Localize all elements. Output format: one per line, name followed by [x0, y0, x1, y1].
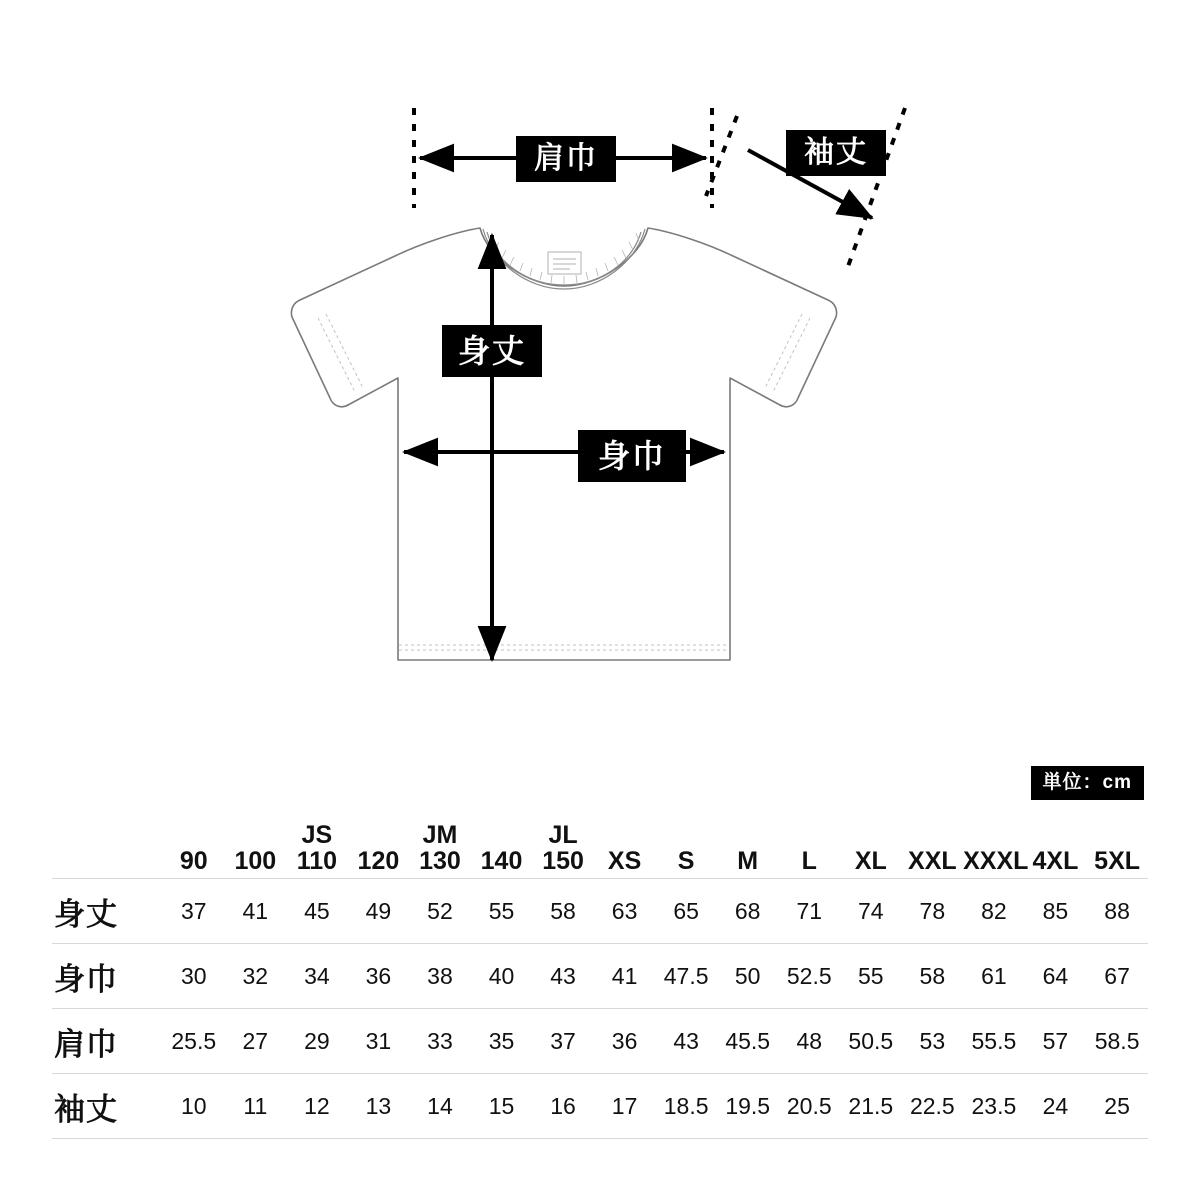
size-label: XXXL: [963, 846, 1029, 875]
measurement-row-label: 身丈: [54, 896, 118, 932]
measurement-value: 24: [1042, 1092, 1069, 1119]
size-label: L: [801, 846, 817, 875]
size-label: 120: [357, 846, 400, 875]
size-group-label: JS: [301, 820, 333, 849]
measurement-value: 47.5: [663, 962, 709, 989]
measurement-value: 41: [242, 897, 269, 924]
measurement-value: 32: [242, 962, 269, 989]
size-column-header: [1086, 812, 1148, 879]
measurement-value: 58: [919, 962, 946, 989]
size-label: 150: [542, 846, 584, 875]
measurement-value: 67: [1104, 962, 1130, 989]
label-body-width: 身巾: [578, 430, 686, 482]
size-column-header: [1025, 812, 1087, 879]
measurement-value: 22.5: [909, 1092, 955, 1119]
measurement-row-label: 袖丈: [54, 1091, 118, 1127]
measurement-value: 21.5: [848, 1092, 894, 1119]
measurement-row-label: 身巾: [54, 961, 118, 997]
measurement-value: 40: [488, 962, 515, 989]
measurement-value: 17: [611, 1092, 638, 1119]
size-label: XS: [607, 846, 642, 875]
size-table-corner-cell: [52, 812, 163, 879]
measurement-value: 27: [242, 1027, 269, 1054]
size-column-header: [286, 812, 348, 879]
size-column-header: [532, 812, 594, 879]
tshirt-outline: [291, 228, 836, 660]
measurement-value: 43: [550, 962, 576, 989]
table-row: [52, 879, 1148, 944]
table-row: [52, 1009, 1148, 1074]
measurement-value: 88: [1104, 897, 1130, 924]
measurement-value: 41: [611, 962, 638, 989]
size-column-header: [902, 812, 964, 879]
size-label: 110: [296, 846, 338, 875]
label-shoulder-width: 肩巾: [516, 136, 616, 182]
size-label: 100: [234, 846, 277, 875]
table-row: [52, 1074, 1148, 1139]
measurement-value: 30: [180, 962, 207, 989]
measurement-value: 10: [180, 1092, 207, 1119]
size-column-header: [655, 812, 717, 879]
measurement-value: 52.5: [786, 962, 832, 989]
measurement-value: 19.5: [725, 1092, 771, 1119]
measurement-value: 85: [1042, 897, 1069, 924]
size-group-label: JL: [548, 820, 578, 849]
size-column-header: [963, 812, 1029, 879]
measurement-value: 45: [304, 897, 330, 924]
measurement-value: 55: [857, 962, 884, 989]
size-column-header: [717, 812, 779, 879]
size-table: [52, 812, 1148, 1139]
label-body-length: 身丈: [442, 325, 542, 377]
measurement-value: 63: [611, 897, 638, 924]
neck-label: [548, 252, 581, 274]
measurement-value: 13: [365, 1092, 392, 1119]
measurement-value: 11: [243, 1092, 268, 1119]
size-label: 130: [419, 846, 461, 875]
measurement-value: 37: [180, 897, 207, 924]
measurement-value: 25: [1104, 1092, 1130, 1119]
measurement-value: 12: [304, 1092, 330, 1119]
size-label: XL: [854, 846, 887, 875]
measurement-row-label: 肩巾: [54, 1026, 118, 1062]
size-label: S: [677, 846, 695, 875]
measurement-value: 68: [734, 897, 761, 924]
measurement-value: 65: [673, 897, 699, 924]
size-label: M: [737, 846, 759, 875]
measurement-value: 55: [488, 897, 515, 924]
measurement-value: 35: [488, 1027, 515, 1054]
measurement-value: 74: [857, 897, 884, 924]
measurement-value: 15: [488, 1092, 515, 1119]
size-column-header: [840, 812, 902, 879]
size-table-body: [52, 879, 1148, 1139]
unit-badge: 単位：cm: [1031, 766, 1144, 800]
measurement-value: 14: [427, 1092, 453, 1119]
measurement-value: 53: [919, 1027, 946, 1054]
measurement-value: 50.5: [848, 1027, 894, 1054]
size-table-head: [52, 812, 1148, 879]
size-label: XXL: [908, 846, 957, 875]
measurement-value: 64: [1042, 962, 1069, 989]
measurement-value: 38: [427, 962, 453, 989]
size-column-header: [163, 812, 225, 879]
measurement-value: 43: [673, 1027, 699, 1054]
measurement-value: 33: [427, 1027, 453, 1054]
measurement-value: 52: [427, 897, 453, 924]
measurement-value: 55.5: [971, 1027, 1017, 1054]
size-label: 90: [179, 846, 208, 875]
size-group-label: JM: [422, 820, 458, 849]
measurement-value: 20.5: [786, 1092, 832, 1119]
size-label: 140: [480, 846, 523, 875]
size-column-header: [471, 812, 533, 879]
measurement-value: 58: [550, 897, 576, 924]
measurement-value: 45.5: [725, 1027, 771, 1054]
table-row: [52, 944, 1148, 1009]
size-column-header: [348, 812, 410, 879]
measurement-value: 78: [919, 897, 946, 924]
measurement-value: 82: [981, 897, 1007, 924]
measurement-value: 37: [550, 1027, 576, 1054]
measurement-value: 23.5: [971, 1092, 1017, 1119]
measurement-value: 25.5: [171, 1027, 217, 1054]
measurement-value: 36: [365, 962, 392, 989]
size-table-header-row: [52, 812, 1148, 879]
measurement-value: 36: [611, 1027, 638, 1054]
measurement-value: 71: [796, 897, 823, 924]
measurement-value: 16: [550, 1092, 576, 1119]
measurement-value: 49: [365, 897, 392, 924]
measurement-value: 57: [1042, 1027, 1069, 1054]
size-column-header: [409, 812, 471, 879]
size-label: 5XL: [1094, 846, 1141, 875]
measurement-value: 50: [734, 962, 761, 989]
measurement-value: 18.5: [663, 1092, 709, 1119]
measurement-value: 58.5: [1094, 1027, 1140, 1054]
measurement-value: 34: [304, 962, 330, 989]
size-column-header: [594, 812, 656, 879]
measurement-value: 61: [981, 962, 1007, 989]
measurement-value: 31: [365, 1027, 392, 1054]
measurement-value: 29: [304, 1027, 330, 1054]
measurement-value: 48: [796, 1027, 823, 1054]
size-column-header: [778, 812, 840, 879]
size-column-header: [225, 812, 287, 879]
label-sleeve-length: 袖丈: [786, 130, 886, 176]
size-label: 4XL: [1032, 846, 1079, 875]
